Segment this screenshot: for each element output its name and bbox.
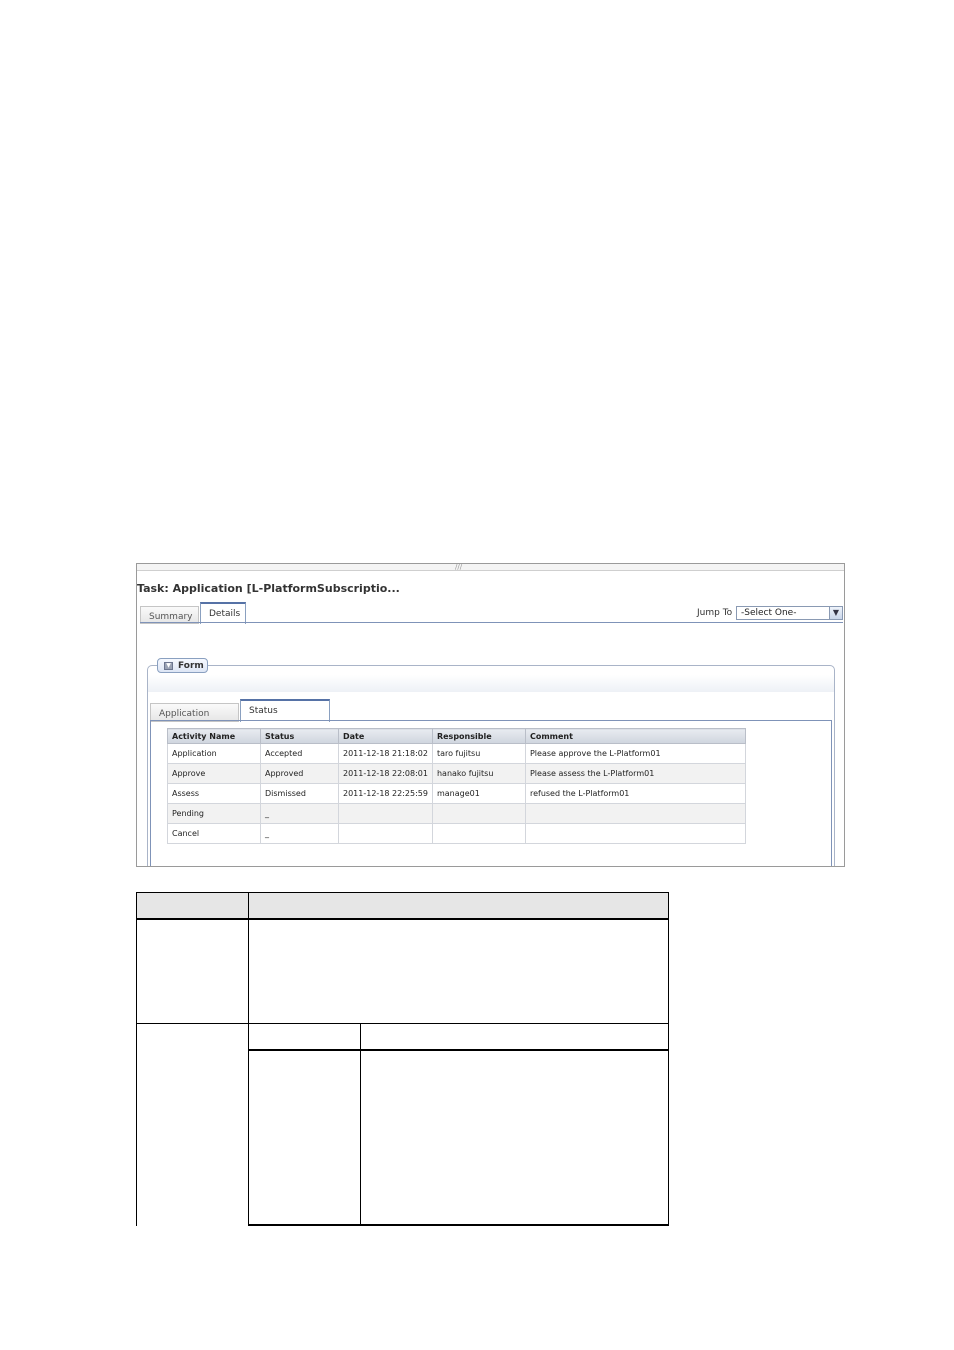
table-cell: Dismissed	[261, 784, 339, 804]
table-cell: refused the L-Platform01	[525, 784, 745, 804]
tab-summary[interactable]: Summary	[140, 606, 199, 624]
table-cell: 2011-12-18 21:18:02	[339, 744, 433, 764]
table-cell: Pending	[168, 804, 261, 824]
rule	[136, 892, 137, 1226]
subtable-header-band	[249, 1025, 668, 1049]
collapse-icon: ▼	[164, 662, 173, 670]
table-cell	[339, 804, 433, 824]
table-cell: _	[261, 804, 339, 824]
table-cell: Approved	[261, 764, 339, 784]
task-screenshot	[136, 563, 845, 867]
rule	[136, 918, 669, 920]
column-header[interactable]: Comment	[525, 729, 745, 744]
tab-status[interactable]: Status	[240, 699, 330, 722]
table-header-row	[168, 729, 746, 744]
tab-application[interactable]: Application	[150, 703, 239, 722]
table-cell: Assess	[168, 784, 261, 804]
status-table	[167, 728, 746, 844]
rule	[136, 892, 669, 893]
jump-to-value: -Select One-	[741, 608, 797, 618]
rule	[668, 892, 669, 1226]
table-cell: taro fujitsu	[432, 744, 525, 764]
table-cell: _	[261, 824, 339, 844]
tab-divider	[140, 622, 843, 623]
table-cell	[339, 824, 433, 844]
table-row[interactable]	[168, 744, 746, 764]
table-cell: hanako fujitsu	[432, 764, 525, 784]
table-row[interactable]	[168, 804, 746, 824]
table-cell: Cancel	[168, 824, 261, 844]
table-cell	[432, 804, 525, 824]
column-header[interactable]: Activity Name	[168, 729, 261, 744]
form-legend-label: Form	[178, 661, 204, 671]
grip-icon: ///	[455, 563, 463, 571]
jump-to-select[interactable]	[736, 606, 843, 620]
table-cell: Please approve the L-Platform01	[525, 744, 745, 764]
rule	[248, 892, 249, 1226]
column-header[interactable]: Status	[261, 729, 339, 744]
rule	[248, 1224, 669, 1226]
rule	[248, 1049, 669, 1051]
table-cell: manage01	[432, 784, 525, 804]
table-cell: Accepted	[261, 744, 339, 764]
form-toggle-button[interactable]	[157, 658, 208, 673]
table-cell	[432, 824, 525, 844]
table-cell	[525, 804, 745, 824]
table-cell: Approve	[168, 764, 261, 784]
rule	[136, 1023, 669, 1024]
table-cell: 2011-12-18 22:25:59	[339, 784, 433, 804]
column-header[interactable]: Responsible	[432, 729, 525, 744]
table-header-band	[137, 893, 668, 918]
tab-details[interactable]: Details	[200, 602, 246, 624]
table-row[interactable]	[168, 784, 746, 804]
table-row[interactable]	[168, 764, 746, 784]
table-cell: Please assess the L-Platform01	[525, 764, 745, 784]
table-cell	[525, 824, 745, 844]
table-row[interactable]	[168, 824, 746, 844]
form-band	[148, 675, 834, 692]
task-title: Task: Application [L-PlatformSubscriptio...	[137, 582, 400, 595]
table-cell: 2011-12-18 22:08:01	[339, 764, 433, 784]
table-cell: Application	[168, 744, 261, 764]
column-header[interactable]: Date	[339, 729, 433, 744]
chevron-down-icon[interactable]: ▼	[829, 607, 842, 619]
jump-to-label: Jump To	[697, 608, 733, 618]
rule	[360, 1023, 361, 1226]
resize-grip[interactable]	[137, 564, 844, 571]
